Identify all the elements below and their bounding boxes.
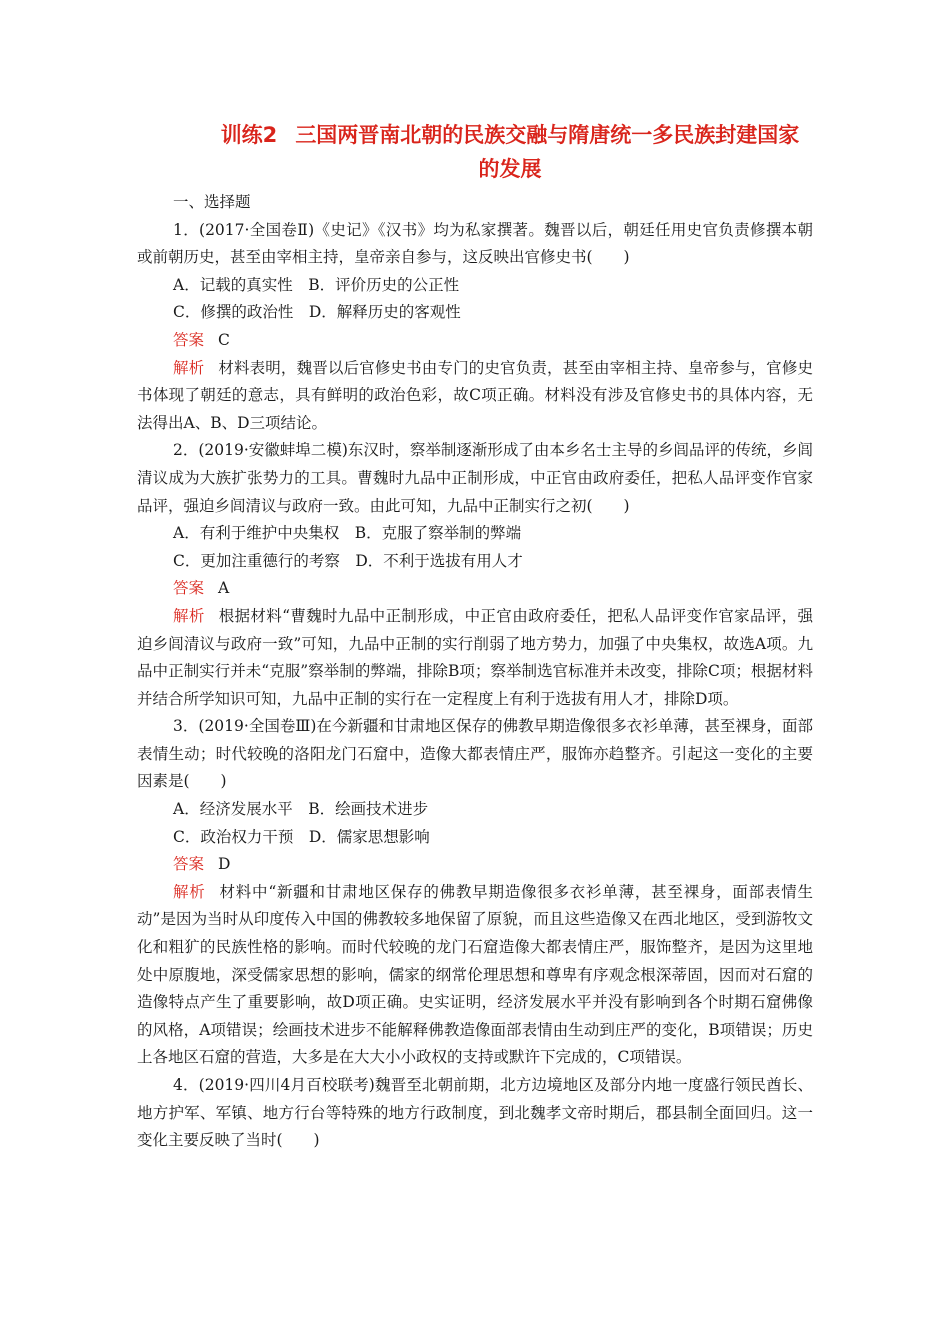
- document-body: [137, 189, 813, 1155]
- answer-label: 答案: [173, 579, 205, 598]
- answer-label: 答案: [173, 855, 205, 874]
- answer-line: [137, 327, 813, 355]
- question-options: C．更加注重德行的考察 D．不利于选拔有用人才: [173, 551, 523, 570]
- question-options: C．政治权力干预 D．儒家思想影响: [173, 827, 430, 846]
- question-stem: 2．(2019·安徽蚌埠二模)东汉时，察举制逐渐形成了由本乡名士主导的乡闾品评的传统，乡闾清议成为大族扩张势力的工具。曹魏时九品中正制形成，中正官由政府委任，把私人品评变作官家品评，强迫乡闾清议与政府一致。由此可知，九品中正制实行之初( ): [137, 441, 813, 515]
- answer-value: C: [218, 330, 230, 349]
- answer-label: 答案: [173, 330, 205, 349]
- title-number: 训练2: [220, 123, 278, 147]
- title-line-2: 的发展: [478, 157, 542, 181]
- question-options: A．有利于维护中央集权 B．克服了察举制的弊端: [173, 524, 522, 543]
- section-heading: 一、选择题: [173, 193, 251, 211]
- answer-value: D: [218, 855, 231, 874]
- answer-value: A: [218, 579, 230, 598]
- question-stem: 4．(2019·四川4月百校联考)魏晋至北朝前期，北方边境地区及部分内地一度盛行领民酋长、地方护军、军镇、地方行台等特殊的地方行政制度，到北魏孝文帝时期后，郡县制全面回归。这一变化主要反映了当时( ): [137, 1076, 813, 1150]
- explanation-label: 解析: [173, 358, 205, 377]
- explanation-text: 材料表明，魏晋以后官修史书由专门的史官负责，甚至由宰相主持、皇帝参与，官修史书体现了朝廷的意志，具有鲜明的政治色彩，故C项正确。材料没有涉及官修史书的具体内容，无法得出A、B、D三项结论。: [137, 358, 813, 432]
- question-stem: 3．(2019·全国卷Ⅲ)在今新疆和甘肃地区保存的佛教早期造像很多衣衫单薄，甚至裸身，面部表情生动；时代较晚的洛阳龙门石窟中，造像大都表情庄严，服饰亦趋整齐。引起这一变化的主要因素是( ): [137, 717, 813, 791]
- answer-line: [137, 575, 813, 603]
- question-stem: 1．(2017·全国卷Ⅱ)《史记》《汉书》均为私家撰著。魏晋以后，朝廷任用史官负责修撰本朝或前朝历史，甚至由宰相主持，皇帝亲自参与，这反映出官修史书( ): [137, 220, 813, 267]
- question-options: A．经济发展水平 B．绘画技术进步: [173, 800, 429, 819]
- question-options: A．记载的真实性 B．评价历史的公正性: [173, 275, 460, 294]
- page-title: [140, 118, 880, 186]
- explanation: [137, 355, 813, 438]
- explanation: [137, 879, 813, 1072]
- explanation-text: 根据材料“曹魏时九品中正制形成，中正官由政府委任，把私人品评变作官家品评，强迫乡闾清议与政府一致”可知，九品中正制的实行削弱了地方势力，加强了中央集权，故选A项。九品中正制实行并未“克服”察举制的弊端，排除B项；察举制选官标准并未改变，排除C项；根据材料并结合所学知识可知，九品中正制的实行在一定程度上有利于选拔有用人才，排除D项。: [137, 606, 813, 708]
- question-options: C．修撰的政治性 D．解释历史的客观性: [173, 303, 461, 322]
- title-text: 三国两晋南北朝的民族交融与隋唐统一多民族封建国家: [295, 123, 800, 147]
- explanation: [137, 603, 813, 713]
- title-line-1: [140, 118, 880, 152]
- answer-line: [137, 851, 813, 879]
- explanation-text: 材料中“新疆和甘肃地区保存的佛教早期造像很多衣衫单薄，甚至裸身，面部表情生动”是因为当时从印度传入中国的佛教较多地保留了原貌，而且这些造像又在西北地区，受到游牧文化和粗犷的民族性格的影响。而时代较晚的龙门石窟造像大都表情庄严，服饰整齐，是因为这里地处中原腹地，深受儒家思想的影响，儒家的纲常伦理思想和尊卑有序观念根深蒂固，因而对石窟的造像特点产生了重要影响，故D项正确。史实证明，经济发展水平并没有影响到各个时期石窟佛像的风格，A项错误；绘画技术进步不能解释佛教造像面部表情由生动到庄严的变化，B项错误；历史上各地区石窟的营造，大多是在大大小小政权的支持或默许下完成的，C项错误。: [137, 882, 813, 1067]
- explanation-label: 解析: [173, 606, 205, 625]
- explanation-label: 解析: [173, 882, 206, 901]
